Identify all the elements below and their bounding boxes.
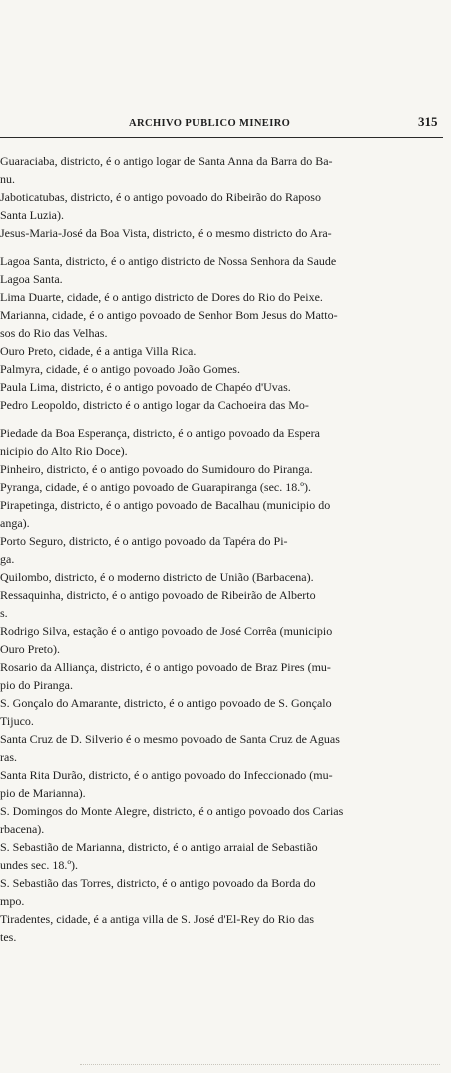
entry-line: S. Sebastião das Torres, districto, é o antigo povoado da Borda do — [0, 876, 316, 890]
gazetteer-entry — [0, 396, 444, 414]
gazetteer-entry — [0, 188, 444, 224]
gazetteer-entry — [0, 496, 444, 532]
gazetteer-entry — [0, 622, 444, 658]
entry-continuation-line: pio de Marianna). — [0, 786, 86, 800]
entry-line: Jesus-Maria-José da Boa Vista, districto, é o mesmo districto do Ara- — [0, 226, 332, 240]
entry-continuation-line: nicipio do Alto Rio Doce). — [0, 444, 128, 458]
blank-line — [0, 414, 444, 424]
gazetteer-entry — [0, 288, 444, 306]
entry-line: Piedade da Boa Esperança, districto, é o antigo povoado da Espera — [0, 426, 320, 440]
entry-continuation-line: Santa Luzia). — [0, 208, 64, 222]
gazetteer-entry — [0, 730, 444, 766]
entry-continuation-line: Tijuco. — [0, 714, 34, 728]
entry-line: Rosario da Alliança, districto, é o antigo povoado de Braz Pires (mu- — [0, 660, 331, 674]
entry-continuation-line: s. — [0, 606, 8, 620]
entry-line: S. Gonçalo do Amarante, districto, é o antigo povoado de S. Gonçalo — [0, 696, 332, 710]
entry-continuation-line: ga. — [0, 552, 15, 566]
entry-line: Lagoa Santa, districto, é o antigo districto de Nossa Senhora da Saude — [0, 254, 337, 268]
header-rule — [0, 137, 443, 138]
gazetteer-entry — [0, 532, 444, 568]
entry-line: S. Domingos do Monte Alegre, districto, é o antigo povoado dos Carias — [0, 804, 344, 818]
entry-continuation-line: Lagoa Santa. — [0, 272, 63, 286]
gazetteer-entry — [0, 224, 444, 242]
gazetteer-entry — [0, 460, 444, 478]
entry-line: Marianna, cidade, é o antigo povoado de Senhor Bom Jesus do Matto- — [0, 308, 338, 322]
entry-continuation-line: ras. — [0, 750, 17, 764]
gazetteer-entry — [0, 694, 444, 730]
entry-continuation-line: anga). — [0, 516, 30, 530]
entry-line: Jaboticatubas, districto, é o antigo povoado do Ribeirão do Raposo — [0, 190, 321, 204]
entry-line: Quilombo, districto, é o moderno districto de União (Barbacena). — [0, 570, 314, 584]
blank-line — [0, 242, 444, 252]
entry-line: Pirapetinga, districto, é o antigo povoado de Bacalhau (municipio do — [0, 498, 331, 512]
entry-line: Paula Lima, districto, é o antigo povoado de Chapéo d'Uvas. — [0, 380, 291, 394]
entry-continuation-line: undes sec. 18.º). — [0, 858, 79, 872]
gazetteer-entry — [0, 478, 444, 496]
entry-line: Ouro Preto, cidade, é a antiga Villa Rica. — [0, 344, 197, 358]
entry-line: Santa Rita Durão, districto, é o antigo povoado do Infeccionado (mu- — [0, 768, 333, 782]
entry-line: Palmyra, cidade, é o antigo povoado João Gomes. — [0, 362, 240, 376]
entry-line: Pyranga, cidade, é o antigo povoado de Guarapiranga (sec. 18.º). — [0, 480, 311, 494]
entry-line: Tiradentes, cidade, é a antiga villa de S. José d'El-Rey do Rio das — [0, 912, 314, 926]
entry-continuation-line: sos do Rio das Velhas. — [0, 326, 108, 340]
entry-continuation-line: nu. — [0, 172, 15, 186]
gazetteer-entry — [0, 802, 444, 838]
gazetteer-entry — [0, 424, 444, 460]
entry-line: Pinheiro, districto, é o antigo povoado do Sumidouro do Piranga. — [0, 462, 313, 476]
gazetteer-entry — [0, 152, 444, 188]
running-header — [0, 114, 451, 134]
entry-line: Porto Seguro, districto, é o antigo povoado da Tapéra do Pi- — [0, 534, 288, 548]
entry-line: S. Sebastião de Marianna, districto, é o antigo arraial de Sebastião — [0, 840, 318, 854]
gazetteer-entry — [0, 568, 444, 586]
gazetteer-entry — [0, 306, 444, 342]
entry-line: Ressaquinha, districto, é o antigo povoado de Ribeirão de Alberto — [0, 588, 316, 602]
entry-line: Lima Duarte, cidade, é o antigo districto de Dores do Rio do Peixe. — [0, 290, 323, 304]
entry-continuation-line: pio do Piranga. — [0, 678, 73, 692]
gazetteer-entry — [0, 874, 444, 910]
entry-list — [0, 152, 444, 946]
gazetteer-entry — [0, 910, 444, 946]
entry-line: Santa Cruz de D. Silverio é o mesmo povoado de Santa Cruz de Aguas — [0, 732, 340, 746]
page-number: 315 — [418, 114, 438, 129]
gazetteer-entry — [0, 658, 444, 694]
gazetteer-entry — [0, 586, 444, 622]
bottom-print-trace — [80, 1064, 440, 1065]
entry-continuation-line: rbacena). — [0, 822, 45, 836]
gazetteer-entry — [0, 766, 444, 802]
gazetteer-entry — [0, 252, 444, 288]
gazetteer-entry — [0, 360, 444, 378]
entry-line: Pedro Leopoldo, districto é o antigo logar da Cachoeira das Mo- — [0, 398, 309, 412]
header-title: ARCHIVO PUBLICO MINEIRO — [129, 118, 291, 129]
entry-line: Guaraciaba, districto, é o antigo logar de Santa Anna da Barra do Ba- — [0, 154, 333, 168]
gazetteer-entry — [0, 838, 444, 874]
entry-continuation-line: tes. — [0, 930, 17, 944]
entry-continuation-line: mpo. — [0, 894, 25, 908]
gazetteer-entry — [0, 342, 444, 360]
entry-continuation-line: Ouro Preto). — [0, 642, 60, 656]
gazetteer-entry — [0, 378, 444, 396]
entry-line: Rodrigo Silva, estação é o antigo povoado de José Corrêa (municipio — [0, 624, 333, 638]
